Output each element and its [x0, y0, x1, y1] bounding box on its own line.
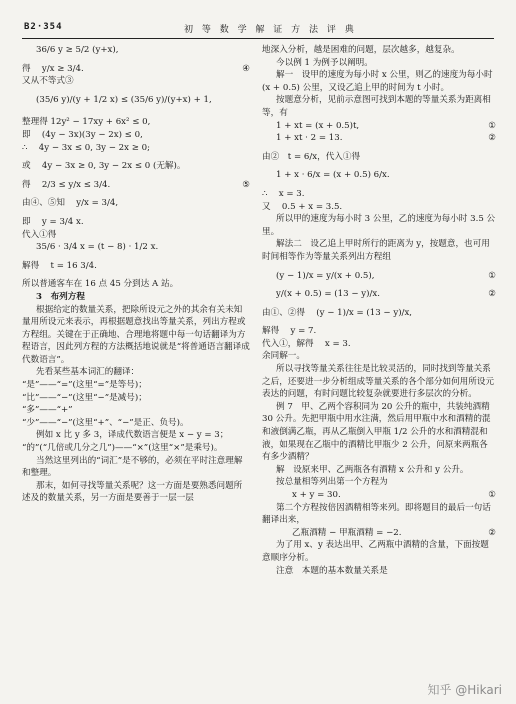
left-column: [22, 44, 250, 505]
formula-text: 得 y/x ≥ 3/4.: [22, 63, 84, 74]
equation-tag: ⑤: [242, 179, 250, 190]
paragraph: 所以甲的速度为每小时 3 公里，乙的速度为每小时 3.5 公里。: [262, 214, 496, 237]
text-line: “多”——“+”: [22, 405, 73, 416]
formula-line: 即 (4y − 3x)(3y − 2x) ≤ 0,: [22, 129, 143, 140]
paragraph: 当然这里列出的“词汇”是不够的，必须在平时注意理解和整理。: [22, 455, 243, 479]
paragraph: 为了用 x、y 表达出甲、乙两瓶中酒精的含量，下面按题意顺序分析。: [262, 540, 489, 563]
right-column: [262, 44, 496, 577]
running-title: 初 等 数 学 解 证 方 法 评 典: [184, 25, 357, 35]
paragraph: 例如 x 比 y 多 3，译成代数语言便是 x − y = 3；: [36, 430, 229, 441]
formula-text: 得 2/3 ≤ y/x ≤ 3/4.: [22, 179, 111, 190]
paragraph: 解 设原来甲、乙两瓶各有酒精 x 公升和 y 公升。: [276, 464, 469, 475]
text-line: 所以普通客车在 16 点 45 分到达 A 站。: [22, 279, 179, 290]
text-line: “比”——“−”(这里“−”是减号)；: [22, 392, 147, 403]
formula-line: 又 0.5 + x = 3.5.: [262, 201, 343, 212]
formula-line: (35/6 y)/(y + 1/2 x) ≤ (35/6 y)/(y+x) + 1,: [36, 94, 212, 105]
paragraph: 根据给定的数量关系，把除所设元之外的其余有关未知量用所设元来表示，再根据题意找出等量关系，列出方程或方程组。关键在于正确地、合理地将题中每一句话翻译为方程语言，因此列方程的方法概括地说就是“将普通语言翻译成代数语言”。: [22, 304, 250, 365]
equation-tag: ②: [488, 527, 496, 538]
paragraph: 那末，如何寻找等量关系呢？这一方面是要熟悉问题所述及的数量关系，另一方面是要善于一层一层: [22, 480, 243, 504]
formula-line: [262, 288, 496, 301]
formula-line: 1 + x · 6/x = (x + 0.5) 6/x.: [276, 170, 390, 181]
formula-line: 代入①，解得 x = 3.: [262, 338, 351, 349]
formula-text: 1 + xt · 2 = 13.: [276, 133, 343, 144]
paragraph: 例 7 甲、乙两个容积同为 20 公升的瓶中，共装纯酒精 30 公升。先把甲瓶中用水注满，然后用甲瓶中水和酒精的混和液倒满乙瓶，再从乙瓶倒入甲瓶 1/2 公升的水和酒精混和液，如果现在乙瓶中的酒精比甲瓶少 2 公升，问原来两瓶各有多少酒精？: [262, 401, 491, 463]
formula-line: [22, 63, 250, 76]
formula-line: 解得 t = 16 3/4.: [22, 260, 97, 271]
text-line: 代入①得: [22, 229, 57, 240]
formula-text: 乙瓶酒精 − 甲瓶酒精 = −2.: [292, 527, 402, 538]
paragraph: “的”(“几倍或几分之几”)——“×”(这里“×”是乘号)。: [22, 443, 223, 454]
formula-text: x + y = 30.: [292, 490, 341, 500]
formula-text: y/(x + 0.5) = (13 − y)/x.: [276, 289, 380, 300]
formula-line: 35/6 · 3/4 x = (t − 8) · 1/2 x.: [36, 242, 159, 253]
formula-line: 由② t = 6/x，代入①得: [262, 151, 361, 162]
text-line: “少”——“−”(这里“+”、“−”是正、负号)。: [22, 417, 189, 428]
page-number: B2·354: [24, 22, 63, 32]
watermark: 知乎 @Hikari: [427, 683, 502, 697]
formula-line: ∴ 4y − 3x ≤ 0, 3y − 2x ≥ 0;: [22, 142, 151, 153]
equation-tag: ①: [488, 120, 496, 131]
formula-line: 或 4y − 3x ≥ 0, 3y − 2x ≤ 0 (无解)。: [22, 161, 186, 172]
text-line: 注意 本题的基本数量关系是: [276, 565, 388, 576]
text-line: 按总量相等列出第一个方程为: [276, 477, 388, 488]
paragraph: 解法二 设乙追上甲时所行的距离为 y，按题意，也可用时间相等作为等量关系列出方程组: [262, 239, 490, 262]
paragraph: 按题意分析，见前示意图可找到本题的等量关系为距离相等，有: [262, 95, 491, 118]
equation-tag: ④: [242, 63, 250, 74]
text-line: “是”——“=”(这里“=”是等号)；: [22, 380, 147, 391]
text-line: 余同解一。: [262, 351, 305, 362]
formula-text: 1 + xt = (x + 0.5)t,: [276, 120, 360, 131]
formula-line: [262, 120, 496, 133]
equation-tag: ①: [488, 490, 496, 500]
equation-tag: ②: [488, 133, 496, 144]
formula-line: 36/6 y ≥ 5/2 (y+x),: [36, 45, 119, 55]
formula-line: 整理得 12y² − 17xy + 6x² ≤ 0,: [22, 117, 151, 128]
formula-line: [262, 270, 496, 283]
paragraph: 所以寻找等量关系往往是比较灵活的，同时找到等量关系之后，还要进一步分析组成等量关系的各个部分如何用所设元表达的问题，有时问题比较复杂就要进行多层次的分析。: [262, 364, 495, 400]
equation-tag: ②: [488, 289, 496, 300]
text-line: 先看某些基本词汇的翻译：: [36, 367, 140, 378]
page-header: [24, 22, 492, 36]
text-line: 又从不等式③: [22, 76, 74, 87]
text-line: 今以例 1 为例予以阐明。: [276, 57, 373, 68]
paragraph: 解一 设甲的速度为每小时 x 公里，则乙的速度为每小时 (x + 0.5) 公里，又设乙追上甲的时间为 t 小时。: [262, 70, 493, 93]
header-rule: [22, 38, 494, 39]
formula-line: [22, 179, 250, 192]
text-line: 地深入分析，越是困难的问题，层次越多，越复杂。: [262, 45, 460, 55]
formula-line: 即 y = 3/4 x.: [22, 216, 84, 227]
equation-tag: ①: [488, 270, 496, 281]
formula-line: [262, 527, 496, 540]
formula-line: [262, 489, 496, 502]
formula-line: 由①、②得 (y − 1)/x = (13 − y)/x,: [262, 307, 413, 318]
formula-line: 由④、⑤知 y/x = 3/4,: [22, 198, 119, 209]
section-heading: 3 布列方程: [36, 291, 85, 302]
formula-line: [262, 132, 496, 145]
formula-line: ∴ x = 3.: [262, 188, 305, 199]
formula-line: 解得 y = 7.: [262, 326, 317, 337]
formula-text: (y − 1)/x = y/(x + 0.5),: [276, 270, 375, 281]
paragraph: 第二个方程按倍因酒精相等来列。即将题目的最后一句话翻译出来，: [262, 502, 491, 526]
